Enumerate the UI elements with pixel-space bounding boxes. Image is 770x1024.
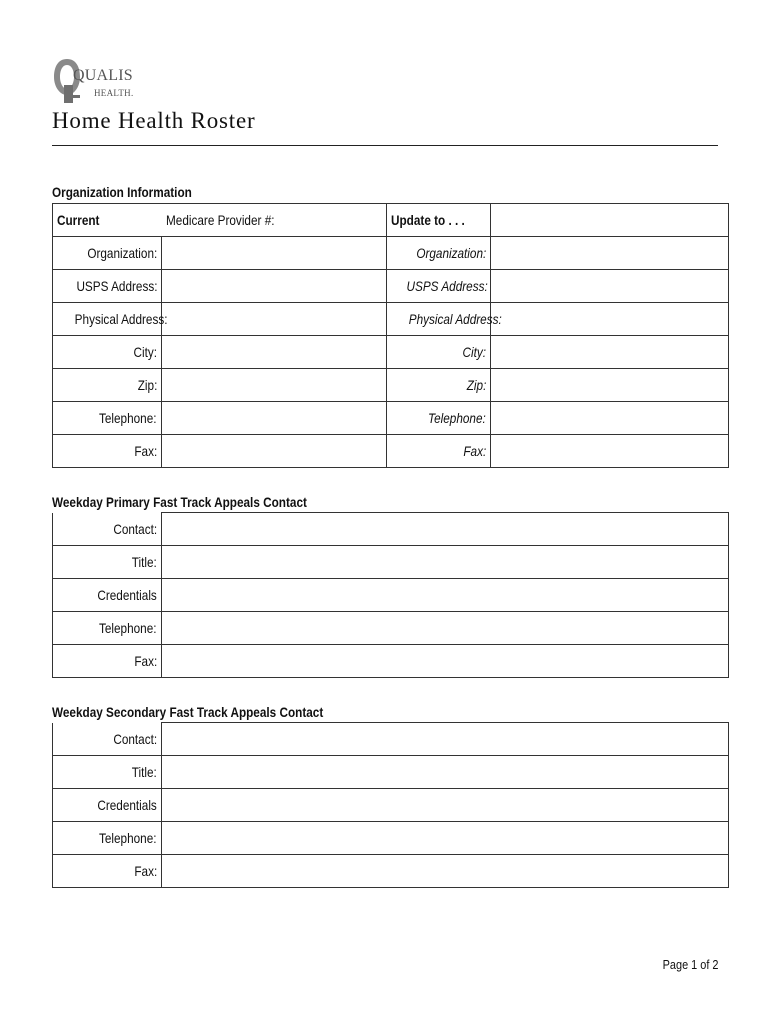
zip-update-input[interactable] [491,369,729,402]
table-row [53,645,729,678]
city-update-input[interactable] [491,336,729,369]
city-update-label: City: [387,336,491,369]
logo-brand-text: QUALIS [73,67,133,84]
telephone-label: Telephone: [53,402,162,435]
city-label: City: [53,336,162,369]
current-header: Current [53,204,162,237]
fax-label: Fax: [53,435,162,468]
usps-address-label: USPS Address: [53,270,162,303]
table-row [53,402,729,435]
update-header-blank [491,204,729,237]
table-row [53,855,729,888]
table-row [53,579,729,612]
zip-update-label: Zip: [387,369,491,402]
zip-current-input[interactable] [162,369,387,402]
secondary-credentials-input[interactable] [162,789,729,822]
organization-update-input[interactable] [491,237,729,270]
organization-update-label: Organization: [387,237,491,270]
secondary-fax-input[interactable] [162,855,729,888]
primary-credentials-label: Credentials [53,579,162,612]
physical-address-update-label: Physical Address: [387,303,491,336]
city-current-input[interactable] [162,336,387,369]
usps-address-current-input[interactable] [162,270,387,303]
physical-address-label: Physical Address: [53,303,162,336]
secondary-contact-input[interactable] [162,723,729,756]
primary-credentials-input[interactable] [162,579,729,612]
primary-contact-table [52,512,729,678]
zip-label: Zip: [53,369,162,402]
secondary-fax-label: Fax: [53,855,162,888]
table-row [53,546,729,579]
primary-telephone-label: Telephone: [53,612,162,645]
update-to-header: Update to . . . [387,204,491,237]
table-row [53,435,729,468]
qualis-health-logo [52,55,142,105]
organization-label: Organization: [53,237,162,270]
secondary-telephone-label: Telephone: [53,822,162,855]
secondary-contact-section-heading: Weekday Secondary Fast Track Appeals Contact [52,704,324,720]
organization-header-row [53,204,729,237]
logo-sub-text: HEALTH. [94,88,134,98]
fax-update-label: Fax: [387,435,491,468]
table-row [53,513,729,546]
primary-title-input[interactable] [162,546,729,579]
medicare-provider-field[interactable]: Medicare Provider #: [162,204,387,237]
document-title: Home Health Roster [52,108,256,133]
primary-fax-label: Fax: [53,645,162,678]
organization-table [52,203,729,468]
table-row [53,756,729,789]
primary-contact-section-heading: Weekday Primary Fast Track Appeals Contact [52,494,307,510]
organization-current-input[interactable] [162,237,387,270]
secondary-title-input[interactable] [162,756,729,789]
physical-address-update-input[interactable] [491,303,729,336]
primary-contact-input[interactable] [162,513,729,546]
fax-current-input[interactable] [162,435,387,468]
primary-telephone-input[interactable] [162,612,729,645]
fax-update-input[interactable] [491,435,729,468]
table-row [53,303,729,336]
telephone-update-input[interactable] [491,402,729,435]
primary-contact-label: Contact: [53,513,162,546]
primary-title-label: Title: [53,546,162,579]
table-row [53,723,729,756]
secondary-contact-label: Contact: [53,723,162,756]
table-row [53,822,729,855]
page-number: Page 1 of 2 [662,957,718,972]
telephone-current-input[interactable] [162,402,387,435]
secondary-contact-table [52,722,729,888]
table-row [53,336,729,369]
secondary-telephone-input[interactable] [162,822,729,855]
table-row [53,270,729,303]
table-row [53,789,729,822]
primary-fax-input[interactable] [162,645,729,678]
organization-section-heading: Organization Information [52,184,192,200]
physical-address-current-input[interactable] [162,303,387,336]
table-row [53,237,729,270]
title-divider [52,145,718,146]
secondary-credentials-label: Credentials [53,789,162,822]
usps-address-update-input[interactable] [491,270,729,303]
usps-address-update-label: USPS Address: [387,270,491,303]
table-row [53,612,729,645]
secondary-title-label: Title: [53,756,162,789]
telephone-update-label: Telephone: [387,402,491,435]
table-row [53,369,729,402]
